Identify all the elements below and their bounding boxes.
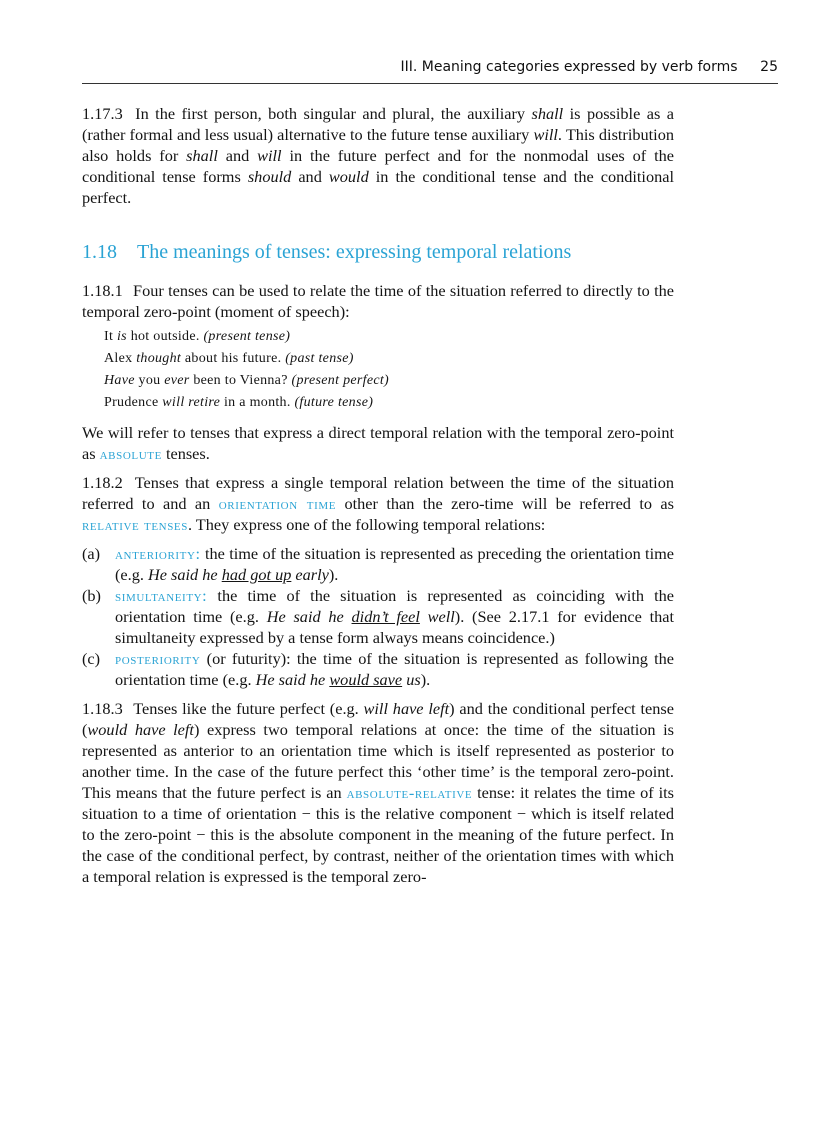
text-run: ). (See 2.17.1 for evidence that simultaneity expressed by a tense form always means coincidence.) — [115, 607, 675, 647]
italic-term: ever — [164, 373, 190, 388]
italic-term: will — [257, 146, 282, 165]
tense-label: (present perfect) — [291, 373, 390, 388]
text-run: about his future. — [181, 351, 286, 366]
paragraph-1-17-3 — [82, 103, 674, 208]
tense-label: (present tense) — [203, 329, 291, 344]
small-caps-term: simultaneity: — [115, 586, 208, 605]
italic-term: thought — [136, 351, 182, 366]
text-run: We will refer to tenses that express a direct temporal relation with the temporal zero-point as — [82, 423, 674, 463]
italic-term: will retire — [162, 395, 221, 410]
small-caps-term: posteriority — [115, 649, 201, 668]
paragraph-number: 1.17.3 — [82, 104, 123, 123]
example-item — [104, 392, 674, 414]
paragraph-1-18-3 — [82, 698, 674, 887]
italic-term: early — [291, 565, 329, 584]
italic-term: is — [116, 329, 127, 344]
paragraph-number: 1.18.3 — [82, 699, 123, 718]
paragraph-1-18-1 — [82, 280, 674, 322]
text-run: in a month. — [220, 395, 295, 410]
text-run: Four tenses can be used to relate the time of the situation referred to directly to the temporal zero-point (moment of speech): — [82, 281, 674, 321]
italic-term: He said he — [266, 607, 352, 626]
text-run: It — [104, 329, 117, 344]
italic-term: would — [328, 167, 369, 186]
list-text — [115, 585, 674, 648]
text-run: the time of the situation is represented as coinciding with the orientation time (e.g. — [115, 586, 674, 626]
paragraph-number: 1.18.2 — [82, 473, 123, 492]
text-run: is possible as a (rather formal and less usual) alternative to the future tense auxiliary — [82, 104, 674, 144]
paragraph-1-18-2 — [82, 472, 674, 535]
small-caps-term: orientation time — [218, 494, 337, 513]
text-run: been to Vienna? — [189, 373, 292, 388]
page-number: 25 — [760, 59, 778, 75]
text-run: you — [134, 373, 165, 388]
italic-term: will — [533, 125, 558, 144]
list-text — [115, 648, 674, 690]
list-item — [82, 543, 674, 585]
text-run: and — [217, 146, 258, 165]
italic-term: us — [402, 670, 421, 689]
small-caps-term: relative tenses — [82, 515, 188, 534]
text-run: in the future perfect and for the nonmodal uses of the conditional tense forms — [82, 146, 674, 186]
italic-term: shall — [186, 146, 218, 165]
list-text — [115, 543, 674, 585]
list-item — [82, 648, 674, 690]
list-label: (a) — [82, 544, 101, 563]
italic-term: shall — [531, 104, 564, 123]
list-label: (c) — [82, 649, 101, 668]
italic-term: He said he — [148, 565, 222, 584]
text-run: . This distribution also holds for — [82, 125, 674, 165]
example-item — [104, 370, 674, 392]
list-item — [82, 585, 674, 648]
section-title: The meanings of tenses: expressing temporal relations — [137, 241, 572, 263]
body-text — [82, 103, 674, 895]
text-run: and — [291, 167, 329, 186]
small-caps-term: absolute — [99, 444, 162, 463]
running-head — [82, 59, 778, 75]
running-title: III. Meaning categories expressed by verb forms — [400, 59, 738, 75]
text-run: in the conditional tense and the conditional perfect. — [82, 167, 674, 207]
text-run: tense: it relates the time of its situation to a time of orientation − this is the relative component − which is itself related to the zero-point − this is the absolute component in the meaning of the future perfect. In the case of the conditional perfect, by contrast, neither of the orientation times with which a temporal relation is expressed is the temporal zero- — [82, 783, 674, 886]
example-item — [104, 326, 674, 348]
italic-term: Have — [104, 373, 135, 388]
text-run: ) express two temporal relations at once: the time of the situation is represented as anterior to an orientation time which is itself represented as posterior to another time. In the case of the future perfect this ‘other time’ is the temporal zero-point. This means that the future perfect is an — [82, 720, 675, 802]
text-run: (or futurity): the time of the situation is represented as following the orientation time (e.g. — [115, 649, 674, 689]
paragraph-absolute — [82, 422, 674, 464]
text-run: tenses. — [161, 444, 210, 463]
paragraph-number: 1.18.1 — [82, 281, 123, 300]
italic-term: should — [247, 167, 292, 186]
tense-label: (future tense) — [294, 395, 374, 410]
header-rule — [82, 83, 778, 84]
italic-term: well — [419, 607, 455, 626]
small-caps-term: anteriority: — [115, 544, 201, 563]
text-run: Alex — [104, 351, 137, 366]
text-run: ). — [420, 670, 431, 689]
italic-term: He said he — [255, 670, 330, 689]
text-run: Prudence — [104, 395, 163, 410]
text-run: Tenses that express a single temporal relation between the time of the situation referred to and an — [82, 473, 674, 513]
underlined-term: didn’t feel — [351, 607, 420, 626]
list-label: (b) — [82, 586, 101, 605]
text-run: . They express one of the following temporal relations: — [187, 515, 546, 534]
text-run: hot outside. — [126, 329, 204, 344]
text-run: the time of the situation is represented as preceding the orientation time (e.g. — [115, 544, 674, 584]
text-run: In the first person, both singular and plural, the auxiliary — [135, 104, 532, 123]
small-caps-term: absolute-relative — [346, 783, 473, 802]
italic-term: will have left — [363, 699, 450, 718]
section-number: 1.18 — [82, 241, 117, 263]
text-run: Tenses like the future perfect (e.g. — [133, 699, 364, 718]
relation-list — [82, 543, 674, 690]
underlined-term: would save — [329, 670, 403, 689]
example-list — [104, 326, 674, 414]
text-run: other than the zero-time will be referred to as — [336, 494, 674, 513]
italic-term: would have left — [87, 720, 194, 739]
text-run: ) and the conditional perfect tense ( — [82, 699, 674, 739]
example-item — [104, 348, 674, 370]
underlined-term: had got up — [221, 565, 292, 584]
text-run: ). — [328, 565, 339, 584]
section-heading — [82, 240, 674, 264]
tense-label: (past tense) — [285, 351, 354, 366]
